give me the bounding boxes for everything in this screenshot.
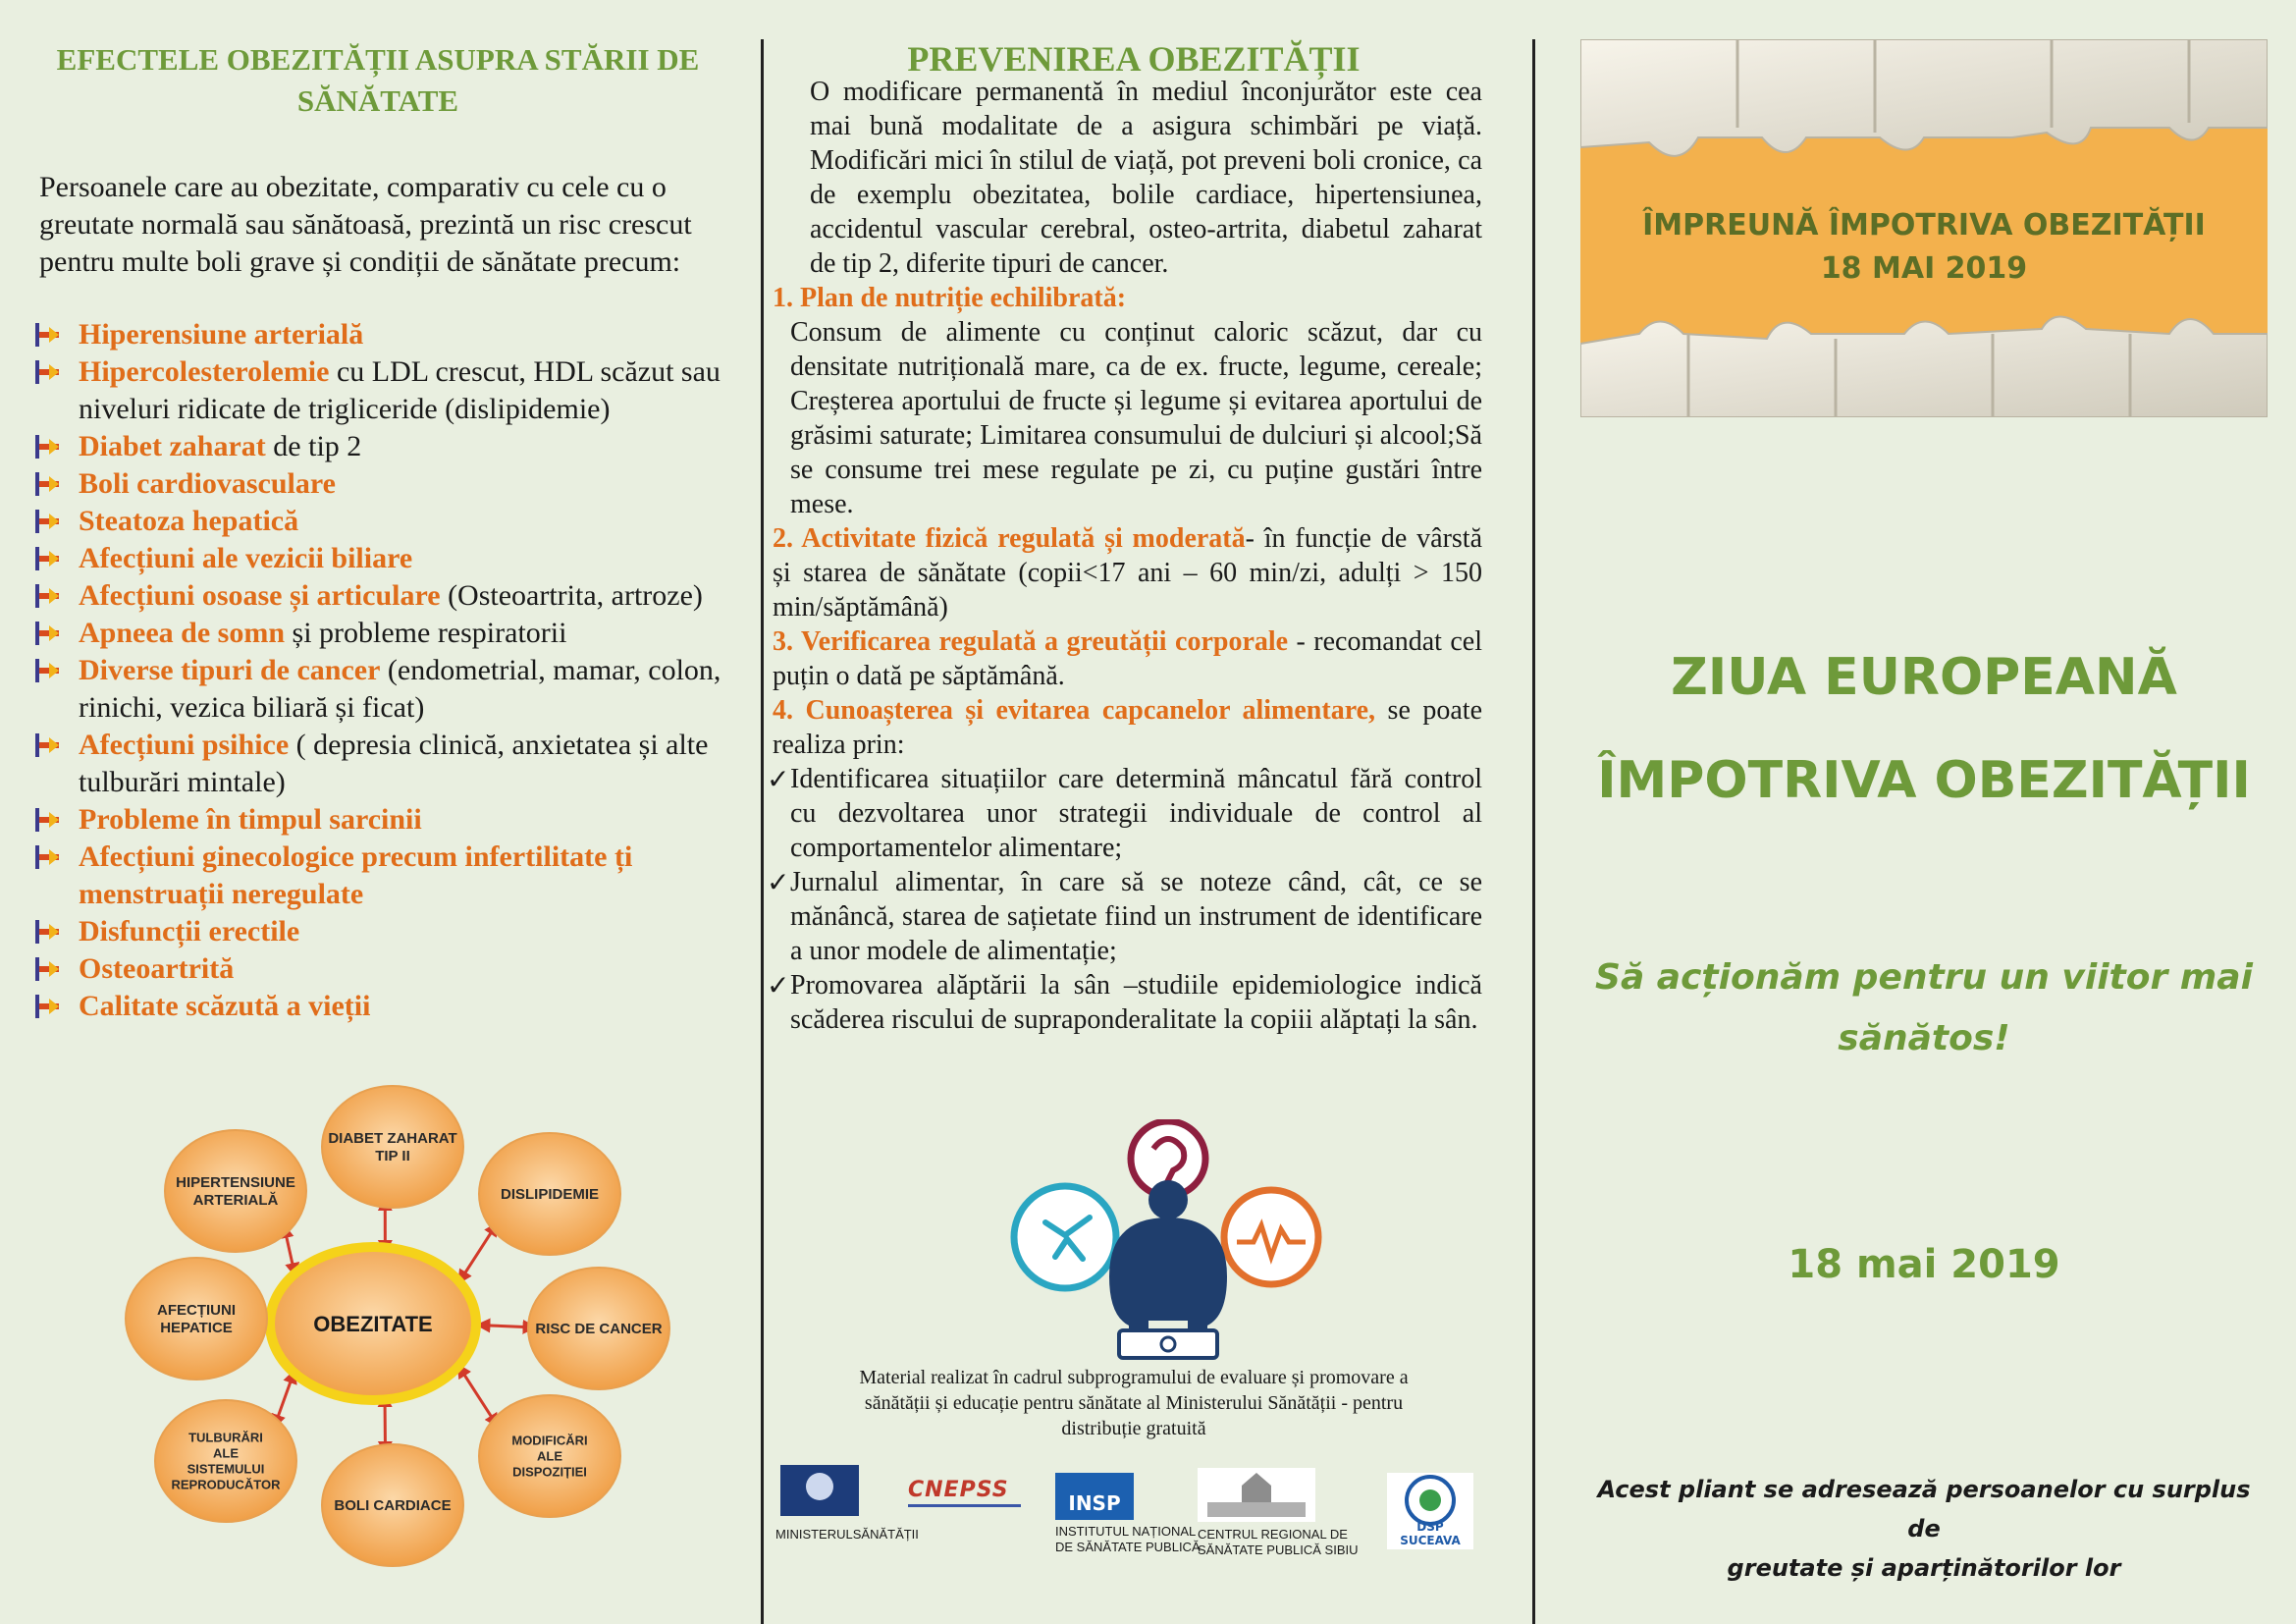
effect-item <box>29 727 726 801</box>
item-body: Consum de alimente cu conținut caloric scăzut, dar cu densitate nutrițională mare, ca de ex. fructe, legume, cereale; Creșterea aportului de fructe și legume și evitarea aportului de grăsimi saturate; Limitarea consumului de dulciuri și alcool;Să se consume trei mese regulate pe zi, cu puține gustări între mese. <box>790 317 1482 519</box>
main-title-line1: ZIUA EUROPEANĂ <box>1671 648 2177 707</box>
dsp-badge: DSP SUCEAVA <box>1387 1473 1473 1549</box>
diagram-node-label: AFECȚIUNI HEPATICE <box>157 1302 236 1336</box>
banner-title: ÎMPREUNĂ ÎMPOTRIVA OBEZITĂȚII <box>1642 208 2206 243</box>
effect-item <box>29 615 726 652</box>
effect-item <box>29 652 726 727</box>
diagram-center-label: OBEZITATE <box>313 1312 433 1336</box>
effect-label: Afecțiuni ginecologice precum infertilitate ți menstruații neregulate <box>79 840 633 910</box>
obesity-body-illustration <box>996 1119 1379 1365</box>
effect-item <box>29 465 726 503</box>
banner-date: 18 MAI 2019 <box>1820 251 2028 286</box>
arrow-bullet-icon <box>35 659 59 682</box>
item-body: se poate realiza prin: <box>773 695 1482 760</box>
checklist <box>767 762 1497 1037</box>
effect-item <box>29 540 726 577</box>
arrow-bullet-icon <box>35 360 59 384</box>
slogan: Să acționăm pentru un viitor mai sănătos! <box>1595 957 2253 1058</box>
intro-paragraph: Persoanele care au obezitate, comparativ cu cele cu o greutate normală sau sănătoasă, prezintă un risc crescut pentru multe boli grave și condiții de sănătate precum: <box>39 171 692 278</box>
cnepss-wordmark: CNEPSS <box>908 1478 1009 1502</box>
diagram-arrow <box>483 1326 530 1327</box>
effect-item <box>29 577 726 615</box>
logo-dsp-suceava <box>1387 1473 1473 1549</box>
arrow-bullet-icon <box>35 323 59 347</box>
effect-label: Afecțiuni ale vezicii biliare <box>79 542 413 574</box>
panel-title: PREVENIREA OBEZITĂȚII <box>907 39 1361 79</box>
diagram-node-label: BOLI CARDIACE <box>334 1497 452 1514</box>
diagram-node-label: HIPERTENSIUNE ARTERIALĂ <box>176 1174 295 1209</box>
diagram-arrow <box>285 1230 294 1271</box>
item-body: - recomandat cel puțin o dată pe săptămână. <box>773 626 1482 691</box>
diagram-node-label: RISC DE CANCER <box>535 1321 663 1337</box>
logo-cnepss <box>908 1478 1021 1507</box>
effect-label: Diabet zaharat <box>79 430 266 462</box>
diagram-node-label: TULBURĂRI ALE SISTEMULUI REPRODUCĂTOR <box>171 1430 281 1492</box>
effect-detail: și probleme respiratorii <box>285 617 567 649</box>
arrow-bullet-icon <box>35 472 59 496</box>
effect-label: Apneea de somn <box>79 617 286 649</box>
arrow-bullet-icon <box>35 957 59 981</box>
effect-label: Afecțiuni psihice <box>79 729 290 761</box>
effect-label: Boli cardiovasculare <box>79 467 336 500</box>
diagram-node <box>322 1086 463 1208</box>
effect-label: Diverse tipuri de cancer <box>79 654 381 686</box>
event-date: 18 mai 2019 <box>1788 1242 2060 1287</box>
effect-item <box>29 503 726 540</box>
arrow-bullet-icon <box>35 808 59 832</box>
checkmark-icon: ✓ <box>767 969 790 1001</box>
intro-paragraph: O modificare permanentă în mediul înconjurător este cea mai bună modalitate de a asigura schimbări pe viață. Modificări mici în stilul de viață, pot preveni boli cronice, ca de exemplu obezitatea, bolile cardiace, hipertensiunea, accidentul vascular cerebral, osteo-artrita, diabetul zaharat de tip 2, diferite tipuri de cancer. <box>810 77 1482 279</box>
target-audience-note: Acest pliant se adresează persoanelor cu surplus de greutate și aparținătorilor lor <box>1597 1476 2251 1582</box>
logo-ministerul-sanatatii <box>775 1463 919 1543</box>
obesity-effects-diagram <box>88 1078 697 1589</box>
effect-item <box>29 988 726 1025</box>
puzzle-banner <box>1580 39 2268 417</box>
insp-icon: INSP <box>1055 1473 1134 1520</box>
arrow-bullet-icon <box>35 435 59 459</box>
effect-label: Steatoza hepatică <box>79 505 299 537</box>
arrow-bullet-icon <box>35 920 59 944</box>
logo-caption: MINISTERULSĂNĂTĂȚII <box>775 1527 919 1542</box>
checklist-item <box>767 968 1482 1037</box>
effect-item <box>29 316 726 353</box>
effect-detail: (endometrial, mamar, colon, rinichi, vezica biliară și ficat) <box>79 654 721 724</box>
effect-item <box>29 428 726 465</box>
panel-prevention <box>767 0 1497 1624</box>
checklist-item <box>767 762 1482 865</box>
main-title-line2: ÎMPOTRIVA OBEZITĂȚII <box>1597 751 2251 810</box>
checklist-item <box>767 865 1482 968</box>
diagram-node-label: DISLIPIDEMIE <box>500 1186 600 1203</box>
checklist-text: Promovarea alăptării la sân –studiile epidemiologice indică scăderea riscului de supraponderalitate la copiii alăptați la sân. <box>790 970 1482 1035</box>
effect-item <box>29 353 726 428</box>
panel-obesity-effects <box>29 0 726 1624</box>
arrow-bullet-icon <box>35 622 59 645</box>
effect-label: Calitate scăzută a vieții <box>79 990 371 1022</box>
logo-crsp-sibiu <box>1198 1468 1359 1558</box>
checkmark-icon: ✓ <box>767 763 790 795</box>
ministry-logo-icon <box>775 1463 864 1522</box>
arrow-bullet-icon <box>35 547 59 570</box>
checklist-text: Jurnalul alimentar, în care să se noteze când, cât, ce se mănâncă, starea de sațietate fiind un instrument de identificare a unor modele de alimentație; <box>790 867 1482 966</box>
effect-detail: cu LDL crescut, HDL scăzut sau niveluri ridicate de trigliceride (dislipidemie) <box>79 355 721 425</box>
tower-icon <box>1198 1468 1315 1522</box>
effect-detail: ( depresia clinică, anxietatea și alte tulburări mintale) <box>79 729 709 798</box>
effect-label: Hiperensiune arterială <box>79 318 364 351</box>
arrow-bullet-icon <box>35 510 59 533</box>
item-heading: 2. Activitate fizică regulată și moderată <box>773 523 1246 554</box>
effect-item <box>29 801 726 839</box>
arrow-bullet-icon <box>35 845 59 869</box>
effects-list <box>29 316 726 1025</box>
logo-insp <box>1055 1473 1201 1555</box>
effect-detail: (Osteoartrita, artroze) <box>440 579 703 612</box>
effect-label: Probleme în timpul sarcinii <box>79 803 422 836</box>
diagram-node-label: DIABET ZAHARAT TIP II <box>328 1130 457 1164</box>
diagram-node <box>165 1130 306 1252</box>
checkmark-icon: ✓ <box>767 866 790 898</box>
item-body: - în funcție de vârstă și starea de sănătate (copii<17 ani – 60 min/zi, adulți > 150 min/săptămână) <box>773 523 1483 623</box>
checklist-text: Identificarea situațiilor care determină mâncatul fără control cu dezvoltarea unor strategii individuale de control al comportamentelor alimentare; <box>790 764 1482 863</box>
effect-label: Disfuncții erectile <box>79 915 300 947</box>
effect-label: Hipercolesterolemie <box>79 355 330 388</box>
item-heading: 1. Plan de nutriție echilibrată: <box>773 283 1127 313</box>
effect-item <box>29 950 726 988</box>
effect-label: Afecțiuni osoase și articulare <box>79 579 441 612</box>
effect-detail: de tip 2 <box>265 430 362 462</box>
item-heading: 3. Verificarea regulată a greutății corporale <box>773 626 1289 657</box>
logo-caption: INSTITUTUL NAȚIONAL DE SĂNĂTATE PUBLICĂ <box>1055 1524 1201 1554</box>
diagram-arrow <box>276 1376 293 1422</box>
effect-label: Osteoartrită <box>79 952 235 985</box>
arrow-bullet-icon <box>35 995 59 1018</box>
credit-note: Material realizat în cadrul subprogramului de evaluare și promovare a sănătății și educație pentru sănătate al Ministerului Sănătății - pentru distribuție gratuită <box>859 1367 1409 1439</box>
arrow-bullet-icon <box>35 733 59 757</box>
effect-item <box>29 913 726 950</box>
column-divider <box>1532 39 1535 1624</box>
column-divider <box>761 39 764 1624</box>
effect-item <box>29 839 726 913</box>
logo-caption: CENTRUL REGIONAL DE SĂNĂTATE PUBLICĂ SIBIU <box>1198 1527 1359 1557</box>
panel-title: EFECTELE OBEZITĂȚII ASUPRA STĂRII DE SĂNĂTATE <box>56 42 700 118</box>
partner-logos <box>771 1463 1497 1571</box>
item-heading: 4. Cunoașterea și evitarea capcanelor alimentare, <box>773 695 1376 726</box>
diagram-arrow <box>461 1227 494 1278</box>
diagram-node <box>126 1258 267 1380</box>
diagram-node-label: MODIFICĂRI ALE DISPOZIȚIEI <box>511 1433 588 1480</box>
diagram-arrow <box>461 1370 495 1422</box>
arrow-bullet-icon <box>35 584 59 608</box>
panel-cover <box>1580 0 2268 1624</box>
